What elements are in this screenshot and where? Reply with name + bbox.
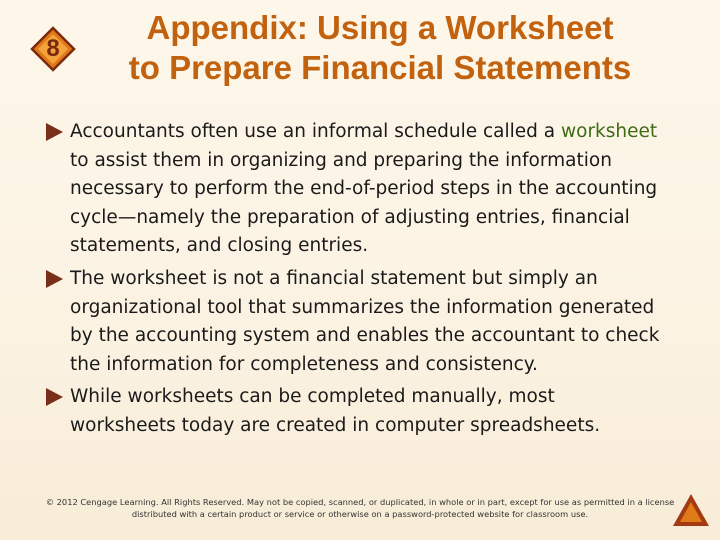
bullet-list [46,118,666,445]
bullet-item-organizational-tool [46,265,666,379]
key-term: worksheet [561,121,658,142]
bullet-text-continued: to assist them in organizing and preparing the information necessary to perform the end-of-period steps in the accounting cycle—namely the preparation of adjusting entries, financial statements, and closing entries. [70,149,658,257]
bullet-text: The worksheet is not a financial statement but simply an organizational tool that summarizes the information generated by the accounting system and enables the accountant to check the information for completeness and consistency. [70,267,660,375]
footer-line-1: © 2012 Cengage Learning. All Rights Reserved. May not be copied, scanned, or duplicated, in whole or in part, except for use as permitted in a license [45,497,675,507]
triangle-bullet-icon [46,270,63,288]
copyright-footer [40,496,680,520]
triangle-bullet-icon [46,388,63,406]
chapter-number: 8 [46,35,60,62]
corner-arrow-icon[interactable] [671,492,711,528]
triangle-bullet-icon [46,123,63,141]
footer-line-2: distributed with a certain product or service or otherwise on a password-protected website for classroom use. [131,509,589,519]
bullet-text: Accountants often use an informal schedule called a [70,121,561,142]
bullet-text: While worksheets can be completed manually, most worksheets today are created in computer spreadsheets. [70,386,601,436]
title-line-1: Appendix: Using a Worksheet [146,9,614,46]
title-line-2: to Prepare Financial Statements [128,49,632,86]
slide-title [60,8,700,88]
bullet-item-worksheet-definition [46,118,666,261]
bullet-item-spreadsheets [46,383,666,440]
